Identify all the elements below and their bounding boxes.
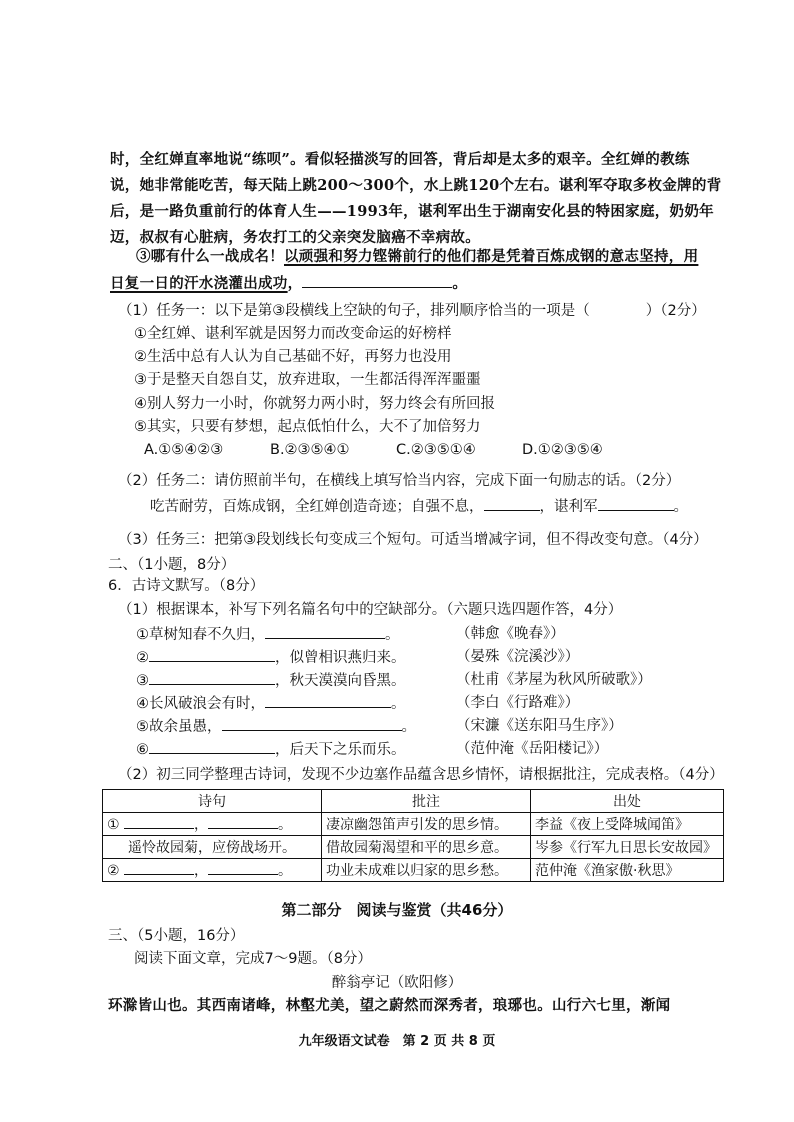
part2-title: 第二部分 阅读与鉴赏（共46分） — [281, 901, 513, 919]
section3-title: 三、（5小题，16分） — [108, 928, 245, 944]
passage-line-3: 后，是一路负重前行的体育人生——1993年，谌利军出生于湖南安化县的特困家庭，奶奶年 — [110, 203, 714, 220]
table-row-1-period: 。 — [278, 817, 293, 833]
table-row-1-marker: ① — [107, 817, 120, 833]
dictation-blank-2[interactable] — [149, 647, 275, 662]
dictation-blank-6[interactable] — [149, 739, 275, 754]
table-row — [103, 859, 724, 882]
dictation-row-4-prefix: ④长风破浪会有时， — [136, 696, 265, 712]
table-blank-1a[interactable] — [124, 814, 194, 829]
section2-title: 二、（1小题，8分） — [108, 557, 236, 573]
table-row-2-note: 借故园菊渴望和平的思乡意。 — [322, 836, 531, 859]
poem-table — [102, 789, 724, 882]
task3-stem: （3）任务三：把第③段划线长句变成三个短句。可适当增减字词，但不得改变句意。（4分） — [118, 532, 708, 548]
dictation-row-4-suffix: 。 — [391, 696, 406, 712]
task1-item-3: ③于是整天自怨自艾，放弃进取，一生都活得浑浑噩噩 — [134, 372, 481, 388]
dictation-row-5-prefix: ⑤故余虽愚， — [136, 719, 222, 735]
task1-option-d[interactable]: D.①②③⑤④ — [522, 442, 603, 458]
dictation-row-4 — [136, 693, 406, 714]
dictation-blank-3[interactable] — [149, 670, 275, 685]
question-6: 6．古诗文默写。（8分） — [108, 578, 265, 594]
table-row-3-marker: ② — [107, 863, 120, 879]
question-6-1: （1）根据课本，补写下列名篇名句中的空缺部分。（六题只选四题作答，4分） — [118, 602, 623, 618]
reading-instruction: 阅读下面文章，完成7～9题。（8分） — [134, 951, 372, 967]
dictation-row-4-source: （李白《行路难》） — [456, 695, 580, 711]
dictation-blank-1[interactable] — [265, 624, 385, 639]
dictation-blank-4[interactable] — [265, 693, 391, 708]
table-row — [103, 813, 724, 836]
dictation-row-3 — [136, 670, 406, 691]
task2-sentence-a: 吃苦耐劳，百炼成钢，全红婵创造奇迹；自强不息， — [150, 499, 484, 515]
task1-item-2: ②生活中总有人认为自己基础不好，再努力也没用 — [134, 349, 452, 365]
dictation-row-3-suffix: ，秋天漠漠向昏黑。 — [275, 673, 406, 689]
dictation-row-2-prefix: ② — [136, 650, 149, 666]
task1-item-5: ⑤其实，只要有梦想，起点低怕什么，大不了加倍努力 — [134, 419, 481, 435]
table-header-poem: 诗句 — [103, 790, 322, 813]
dictation-row-2-source: （晏殊《浣溪沙》） — [456, 649, 580, 665]
dictation-row-5-suffix: 。 — [401, 719, 416, 735]
dictation-row-3-source: （杜甫《茅屋为秋风所破歌》） — [456, 672, 652, 688]
article-line-1: 环滁皆山也。其西南诸峰，林壑尤美，望之蔚然而深秀者，琅琊也。山行六七里，渐闻 — [108, 997, 671, 1014]
table-row — [103, 836, 724, 859]
task1-option-c[interactable]: C.②③⑤①④ — [396, 442, 476, 458]
table-row-3-comma: ， — [194, 863, 209, 879]
paragraph-3-line-1 — [136, 247, 698, 267]
table-blank-2b[interactable] — [208, 860, 278, 875]
table-row-3-source: 范仲淹《渔家傲·秋思》 — [531, 859, 724, 882]
dictation-row-5 — [136, 716, 416, 737]
table-row-1-note: 凄凉幽怨笛声引发的思乡情。 — [322, 813, 531, 836]
paragraph-3-start: ③哪有什么一战成名！ — [136, 248, 284, 265]
question-6-2: （2）初三同学整理古诗词，发现不少边塞作品蕴含思乡情怀，请根据批注，完成表格。（4分） — [118, 767, 724, 783]
table-header-source: 出处 — [531, 790, 724, 813]
table-row-1-comma: ， — [194, 817, 209, 833]
passage-line-1: 时，全红婵直率地说“练呗”。看似轻描淡写的回答，背后却是太多的艰辛。全红婵的教练 — [110, 151, 690, 168]
task1-stem — [118, 301, 706, 321]
dictation-row-1 — [136, 624, 400, 645]
task1-stem-text: （1）任务一：以下是第③段横线上空缺的句子，排列顺序恰当的一项是（ — [118, 303, 590, 319]
table-row-1-poem — [103, 813, 322, 836]
passage-line-2: 说，她非常能吃苦，每天陆上跳200～300个，水上跳120个左右。谌利军夺取多枚金牌的背 — [110, 177, 722, 194]
article-title: 醉翁亭记（欧阳修） — [331, 975, 463, 991]
table-row-3-poem — [103, 859, 322, 882]
dictation-row-6-source: （范仲淹《岳阳楼记》） — [456, 741, 609, 757]
table-blank-2a[interactable] — [124, 860, 194, 875]
dictation-row-6-suffix: ，后天下之乐而乐。 — [275, 742, 406, 758]
dictation-row-6-prefix: ⑥ — [136, 742, 149, 758]
task2-sentence — [150, 496, 688, 517]
dictation-row-2 — [136, 647, 406, 668]
dictation-row-3-prefix: ③ — [136, 673, 149, 689]
table-row-2-source: 岑参《行军九日思长安故园》 — [531, 836, 724, 859]
underlined-long-sentence-part2: 日复一日的汗水浇灌出成功 — [110, 275, 288, 292]
dictation-blank-5[interactable] — [222, 716, 402, 731]
task2-sentence-b: ，谌利军 — [539, 499, 598, 515]
table-row-2-poem: 遥怜故园菊，应傍战场开。 — [103, 836, 322, 859]
task1-option-b[interactable]: B.②③⑤④① — [270, 442, 350, 458]
task1-option-a[interactable]: A.①⑤④②③ — [144, 442, 224, 458]
paragraph-3-end: 。 — [452, 275, 468, 292]
underlined-long-sentence-part1: 以顽强和努力铿锵前行的他们都是凭着百炼成钢的意志坚持，用 — [284, 248, 699, 265]
paragraph-3-answer-blank[interactable] — [302, 273, 452, 288]
task2-blank-1[interactable] — [484, 496, 540, 511]
table-header-note: 批注 — [322, 790, 531, 813]
dictation-row-2-suffix: ，似曾相识燕归来。 — [275, 650, 406, 666]
dictation-row-1-suffix: 。 — [385, 627, 400, 643]
task1-item-4: ④别人努力一小时，你就努力两小时，努力终会有所回报 — [134, 396, 495, 412]
table-blank-1b[interactable] — [208, 814, 278, 829]
task2-stem: （2）任务二：请仿照前半句，在横线上填写恰当内容，完成下面一句励志的话。（2分） — [118, 473, 681, 489]
passage-line-4: 迈，叔叔有心脏病，务农打工的父亲突发脑癌不幸病故。 — [110, 229, 480, 246]
dictation-row-6 — [136, 739, 406, 760]
task2-sentence-c: 。 — [673, 499, 688, 515]
table-row-1-source: 李益《夜上受降城闻笛》 — [531, 813, 724, 836]
table-row-3-period: 。 — [278, 863, 293, 879]
paragraph-3-line-2 — [110, 273, 467, 294]
task2-blank-2[interactable] — [598, 496, 674, 511]
dictation-row-1-source: （韩愈《晚春》） — [456, 626, 565, 642]
dictation-row-1-prefix: ①草树知春不久归， — [136, 627, 265, 643]
task1-item-1: ①全红婵、谌利军就是因努力而改变命运的好榜样 — [134, 326, 452, 342]
page-footer: 九年级语文试卷 第 2 页 共 8 页 — [298, 1034, 496, 1049]
task1-score: ）（2分） — [645, 303, 706, 319]
dictation-row-5-source: （宋濂《送东阳马生序》） — [456, 718, 623, 734]
table-header-row — [103, 790, 724, 813]
table-row-3-note: 功业未成难以归家的思乡愁。 — [322, 859, 531, 882]
paragraph-3-comma: ， — [287, 275, 303, 292]
